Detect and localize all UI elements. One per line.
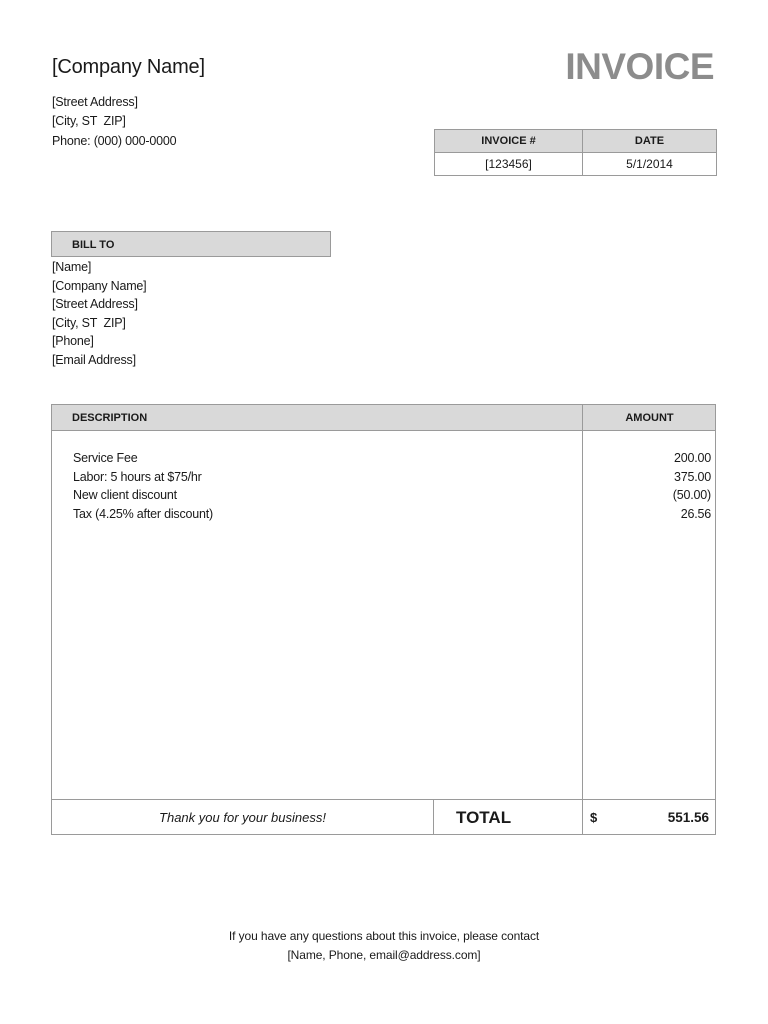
- total-divider: [582, 800, 583, 835]
- bill-to-line: [Phone]: [52, 334, 94, 348]
- footer-line-2: [Name, Phone, email@address.com]: [287, 947, 481, 962]
- invoice-title: INVOICE: [565, 46, 714, 87]
- items-table: [51, 404, 716, 835]
- item-amount: 375.00: [673, 469, 711, 484]
- amount-header: AMOUNT: [625, 412, 674, 424]
- thank-you-note: Thank you for your business!: [52, 800, 434, 835]
- footer-line-1: If you have any questions about this invoice, please contact: [228, 929, 540, 943]
- bill-to-header: BILL TO: [51, 231, 331, 257]
- item-row: [52, 468, 715, 487]
- item-rows: [52, 449, 715, 523]
- item-amount: (50.00): [672, 488, 711, 503]
- total-label: TOTAL: [456, 808, 512, 827]
- company-name: [Company Name]: [52, 56, 205, 78]
- company-phone: Phone: (000) 000-0000: [52, 134, 177, 148]
- bill-to-line: [Name]: [52, 260, 92, 274]
- item-description: Labor: 5 hours at $75/hr: [73, 469, 202, 484]
- total-amount: 551.56: [667, 810, 709, 825]
- bill-to-line: [Company Name]: [52, 278, 147, 293]
- items-header: [52, 405, 715, 431]
- bill-to-address: [52, 258, 146, 369]
- item-amount: 26.56: [680, 506, 711, 521]
- footer-note: [0, 927, 768, 964]
- description-header: DESCRIPTION: [72, 412, 148, 424]
- bill-to-line: [Email Address]: [52, 352, 136, 367]
- bill-to-line: [Street Address]: [52, 297, 138, 311]
- date-header: DATE: [583, 130, 717, 153]
- item-description: New client discount: [73, 488, 177, 503]
- company-city: [City, ST ZIP]: [52, 114, 126, 128]
- item-row: [52, 505, 715, 524]
- item-row: [52, 449, 715, 468]
- item-row: [52, 486, 715, 505]
- item-amount: 200.00: [673, 451, 711, 465]
- date-value: 5/1/2014: [583, 153, 717, 176]
- total-row: [52, 799, 715, 835]
- company-street: [Street Address]: [52, 95, 138, 109]
- item-description: Service Fee: [73, 451, 138, 465]
- total-currency: $: [590, 810, 598, 825]
- bill-to-line: [City, ST ZIP]: [52, 315, 126, 330]
- invoice-meta-table: [434, 129, 717, 176]
- invoice-number-value: [123456]: [435, 153, 583, 176]
- item-description: Tax (4.25% after discount): [73, 506, 214, 521]
- invoice-number-header: INVOICE #: [435, 130, 583, 153]
